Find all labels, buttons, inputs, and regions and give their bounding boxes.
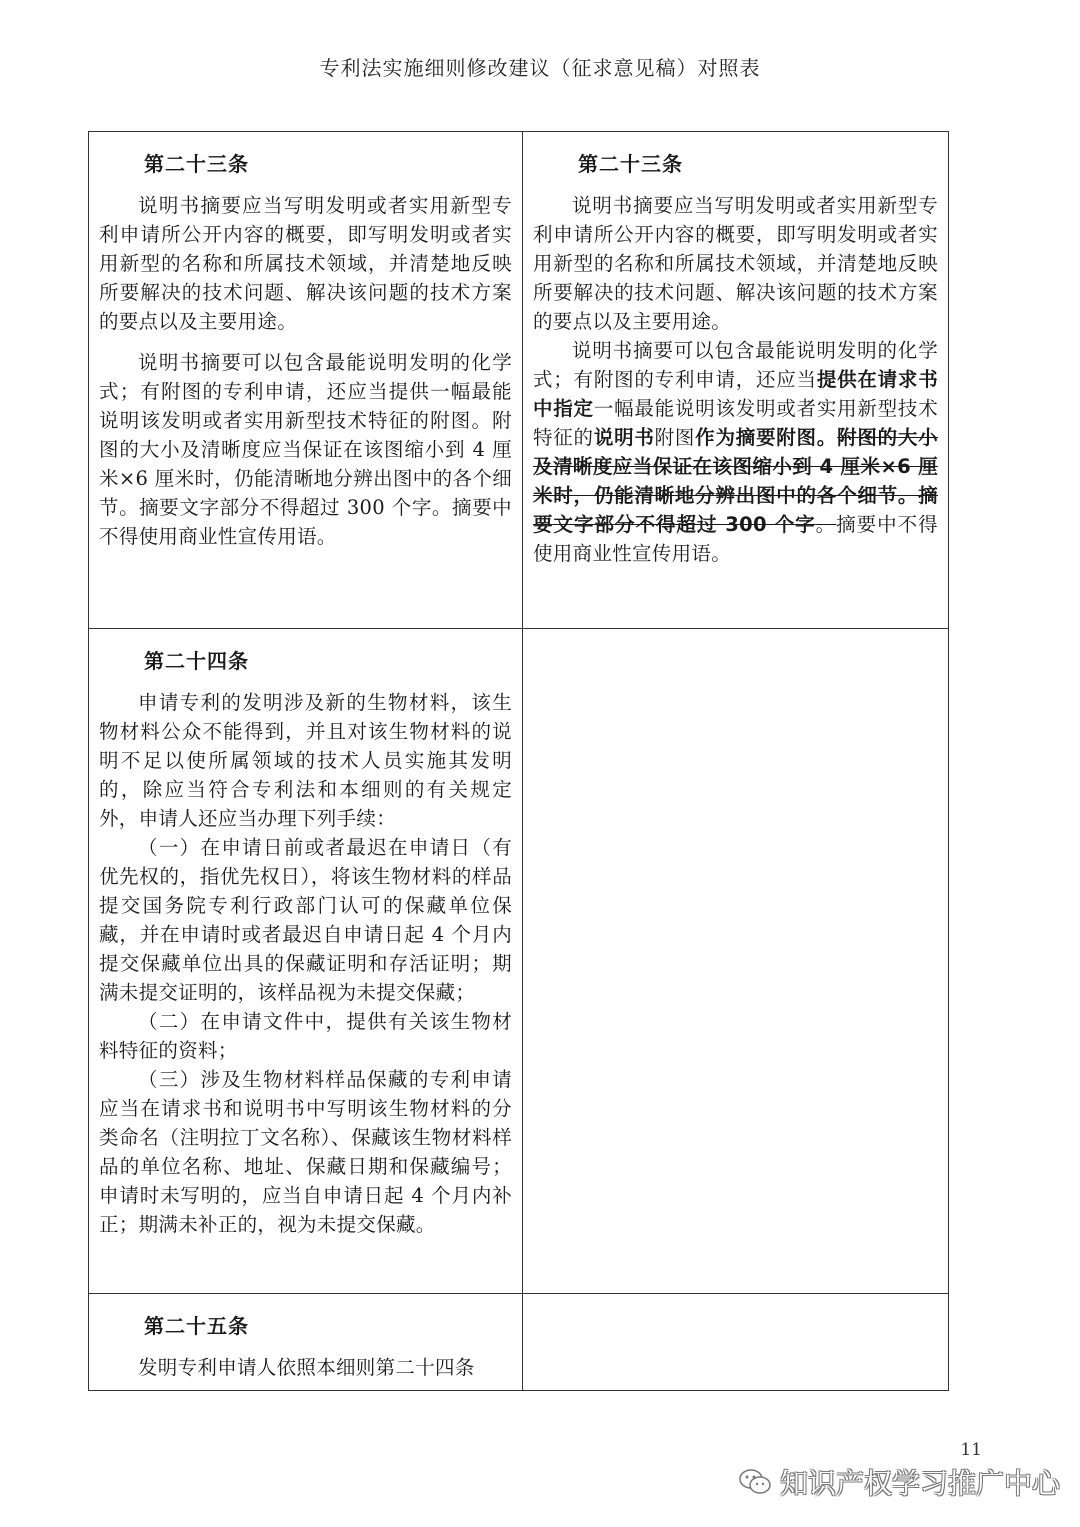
deleted-text: 附图的大小及清晰度应当保证在该图缩小到 4 厘米×6 厘米时，仍能清晰地分辨出图中的各个细节。摘要文字部分不得超过 300 个字: [533, 426, 938, 536]
unchanged-text: 一幅最能说明该发明或者实用新型技术特征的: [533, 397, 938, 449]
revised-cell: [523, 132, 949, 629]
table-row: [89, 1294, 949, 1391]
unchanged-text: 说明书摘要可以包含最能说明发明的化学式；有附图的专利申请，还应当: [533, 339, 938, 391]
article-title: 第二十四条: [144, 649, 249, 673]
watermark: [738, 1462, 1060, 1502]
article-paragraph: 说明书摘要可以包含最能说明发明的化学式；有附图的专利申请，还应当提供一幅最能说明该发明或者实用新型技术特征的附图。附图的大小及清晰度应当保证在该图缩小到 4 厘米×6 厘米时，仍能清晰地分辨出图中的各个细节。摘要文字部分不得超过 300 个字。摘要中不得使用商业性宣传用语。: [99, 351, 512, 548]
revised-cell: [523, 1294, 949, 1391]
article-title: 第二十三条: [578, 152, 683, 176]
original-cell: [89, 1294, 523, 1391]
page-number: 11: [960, 1440, 982, 1460]
article-paragraph: （二）在申请文件中，提供有关该生物材料特征的资料；: [99, 1010, 512, 1062]
original-cell: [89, 132, 523, 629]
article-paragraph: 发明专利申请人依照本细则第二十四条: [138, 1356, 475, 1379]
inserted-text: 说明书: [593, 426, 655, 449]
comparison-table: [88, 131, 949, 1391]
article-paragraph: 说明书摘要应当写明发明或者实用新型专利申请所公开内容的概要，即写明发明或者实用新型的名称和所属技术领域，并清楚地反映所要解决的技术问题、解决该问题的技术方案的要点以及主要用途。: [533, 194, 938, 333]
article-paragraph: （三）涉及生物材料样品保藏的专利申请应当在请求书和说明书中写明该生物材料的分类命名（注明拉丁文名称）、保藏该生物材料样品的单位名称、地址、保藏日期和保藏编号；申请时未写明的，应当自申请日起 4 个月内补正；期满未补正的，视为未提交保藏。: [99, 1068, 512, 1236]
unchanged-text: 附图: [654, 426, 696, 449]
article-title: 第二十五条: [144, 1314, 249, 1338]
revised-cell: [523, 629, 949, 1294]
revised-paragraph: [533, 336, 938, 568]
article-paragraph: 申请专利的发明涉及新的生物材料，该生物材料公众不能得到，并且对该生物材料的说明不足以使所属领域的技术人员实施其发明的，除应当符合专利法和本细则的有关规定外，申请人还应当办理下列手续：: [99, 691, 512, 830]
inserted-text: 。: [816, 426, 838, 449]
page-header: 专利法实施细则修改建议（征求意见稿）对照表: [319, 56, 761, 80]
table-row: [89, 629, 949, 1294]
article-title: 第二十三条: [144, 152, 249, 176]
article-paragraph: （一）在申请日前或者最迟在申请日（有优先权的，指优先权日），将该生物材料的样品提交国务院专利行政部门认可的保藏单位保藏，并在申请时或者最迟自申请日起 4 个月内提交保藏单位出具的保藏证明和存活证明；期满未提交证明的，该样品视为未提交保藏；: [99, 836, 512, 1004]
wechat-icon: [738, 1467, 772, 1497]
article-paragraph: 说明书摘要应当写明发明或者实用新型专利申请所公开内容的概要，即写明发明或者实用新型的名称和所属技术领域，并清楚地反映所要解决的技术问题、解决该问题的技术方案的要点以及主要用途。: [99, 194, 512, 333]
watermark-text: 知识产权学习推广中心: [780, 1467, 1061, 1500]
inserted-text: 作为摘要附图: [695, 426, 817, 449]
deleted-text: 。: [815, 513, 837, 536]
original-cell: [89, 629, 523, 1294]
table-row: [89, 132, 949, 629]
unchanged-text: 摘要中不得使用商业性宣传用语。: [533, 513, 938, 565]
inserted-text: 提供在请求书中指定: [533, 368, 938, 420]
